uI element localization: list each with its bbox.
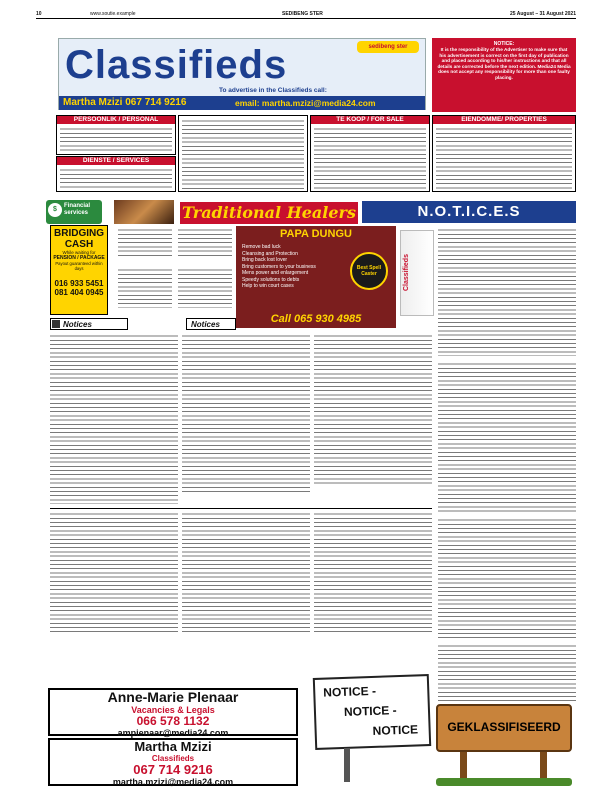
notice-block-a2	[50, 512, 178, 634]
papa-name: PAPA DUNGU	[280, 228, 352, 240]
notices-tab-2-label: Notices	[191, 320, 220, 329]
martha-phone: 067 714 9216	[133, 762, 213, 777]
bridging-payout: Payout guaranteed within days	[55, 261, 103, 271]
geklassifiseerd-sign	[436, 704, 572, 752]
anne-email[interactable]: ampienaar@media24.com	[117, 728, 229, 738]
healer-ad-2	[118, 268, 172, 308]
traditional-healers-banner: Traditional Healers	[180, 202, 358, 224]
geklassifiseerd-label: GEKLASSIFISEERD	[447, 720, 561, 734]
martha-role: Classifieds	[151, 754, 195, 763]
bridging-pension: PENSION / PACKAGE	[53, 255, 105, 261]
financial-badge-icon: $	[48, 203, 62, 217]
papa-line: Speedy solutions to debts	[242, 276, 300, 283]
banner-contact-phone: Martha Mzizi 067 714 9216	[63, 97, 187, 108]
brand-logo: sedibeng ster	[357, 41, 419, 53]
anne-name: Anne-Marie Plenaar	[107, 689, 239, 705]
bridging-sub: While waiting for	[62, 250, 96, 255]
notice-block-b1	[182, 334, 310, 494]
page-header	[36, 10, 576, 19]
bridging-phone-2: 081 404 0945	[54, 288, 104, 297]
notice-block-a1	[50, 334, 178, 504]
notice-block-d2	[438, 518, 576, 638]
papa-line: Bring back lost lover	[242, 257, 288, 263]
notice-sign-line-1: NOTICE -	[323, 683, 377, 700]
anne-role: Vacancies & Legals	[131, 705, 215, 715]
anne-phone: 066 578 1132	[136, 714, 210, 728]
website[interactable]: www.soutie.example	[90, 11, 136, 17]
disclaimer-text: It is the responsibility of the Advertiser to make sure that his advertisement is correct on the first day of publication and placed according to his/her instructions and that all details are corrected before the next edition. Media24 Media does not accept any responsibility for more than one faulty placing.	[437, 47, 571, 80]
banner-title: Classifieds	[65, 43, 288, 87]
disclaimer-heading: NOTICE:	[493, 41, 515, 47]
divider	[50, 508, 432, 509]
notice-block-c1	[314, 334, 432, 484]
index-general	[178, 115, 308, 192]
bridging-title: BRIDGING CASH	[54, 228, 104, 250]
index-services	[56, 156, 176, 192]
notice-block-d1	[438, 362, 576, 512]
financial-services-tab	[46, 200, 102, 224]
papa-line: Remove bad luck	[242, 244, 281, 250]
index-personal	[56, 115, 176, 155]
notice-block-b2	[182, 512, 310, 634]
notice-sign-board	[313, 674, 431, 750]
personal-index-list	[60, 127, 172, 153]
issue-date: 25 August – 31 August 2021	[509, 11, 576, 17]
notices-tab-1	[50, 318, 128, 330]
grass	[436, 778, 572, 786]
notices-tab-1-label: Notices	[63, 320, 92, 329]
services-index-list	[60, 168, 172, 190]
section-personal-header: PERSOONLIK / PERSONAL	[57, 116, 175, 124]
papa-dungu-ad	[236, 226, 396, 328]
notice-text-right-1	[438, 228, 576, 356]
healer-ad-1	[118, 228, 172, 258]
property-index-list	[436, 127, 572, 189]
healer-photo	[114, 200, 174, 224]
papa-line: Mens power and enlargement	[242, 270, 309, 276]
classifieds-book-image	[400, 230, 434, 316]
disclaimer-box	[432, 38, 576, 112]
for-sale-index-list	[314, 127, 426, 189]
section-services-header: DIENSTE / SERVICES	[57, 157, 175, 165]
healer-ad-3	[178, 228, 232, 256]
notice-sign-post	[344, 748, 350, 782]
section-for-sale-header: TE KOOP / FOR SALE	[311, 116, 429, 124]
general-index-list	[182, 119, 304, 189]
martha-name: Martha Mzizi	[134, 739, 212, 754]
papa-line: Bring customers to your business	[242, 263, 316, 270]
papa-line: Cleansing and Protection	[242, 250, 298, 257]
papa-services-list	[242, 244, 342, 290]
martha-contact-card	[48, 738, 298, 786]
martha-email[interactable]: martha.mzizi@media24.com	[112, 777, 234, 787]
notices-tab-1-icon	[52, 320, 60, 328]
papa-phone: Call 065 930 4985	[270, 313, 362, 325]
classifieds-vertical-label: Classifieds	[403, 254, 410, 291]
anne-contact-card	[48, 688, 298, 736]
banner-contact-email[interactable]: email: martha.mzizi@media24.com	[235, 98, 376, 108]
page-number: 10	[36, 11, 42, 17]
bridging-phone-1: 016 933 5451	[54, 279, 104, 288]
banner-contact-strip	[59, 96, 425, 110]
section-property-header: EIENDOMME/ PROPERTIES	[433, 116, 575, 124]
papa-line: Help to win court cases	[242, 283, 294, 289]
notice-block-d3	[438, 644, 576, 704]
index-for-sale	[310, 115, 430, 192]
index-property	[432, 115, 576, 192]
best-caster-badge: Best Spell Caster	[350, 252, 388, 290]
notice-block-c2	[314, 512, 432, 634]
bridging-cash-ad	[50, 225, 108, 315]
notice-sign-line-3: NOTICE	[372, 722, 419, 738]
notices-banner: N.O.T.I.C.E.S	[362, 201, 576, 223]
newspaper-name: SEDIBENG STER	[282, 11, 323, 17]
classifieds-banner	[58, 38, 426, 110]
notices-tab-2	[186, 318, 236, 330]
healer-ad-4	[178, 268, 232, 308]
banner-tagline: To advertise in the Classifieds call:	[219, 87, 327, 94]
notice-sign-line-2: NOTICE -	[343, 703, 397, 719]
financial-label: Financial services	[64, 203, 91, 216]
